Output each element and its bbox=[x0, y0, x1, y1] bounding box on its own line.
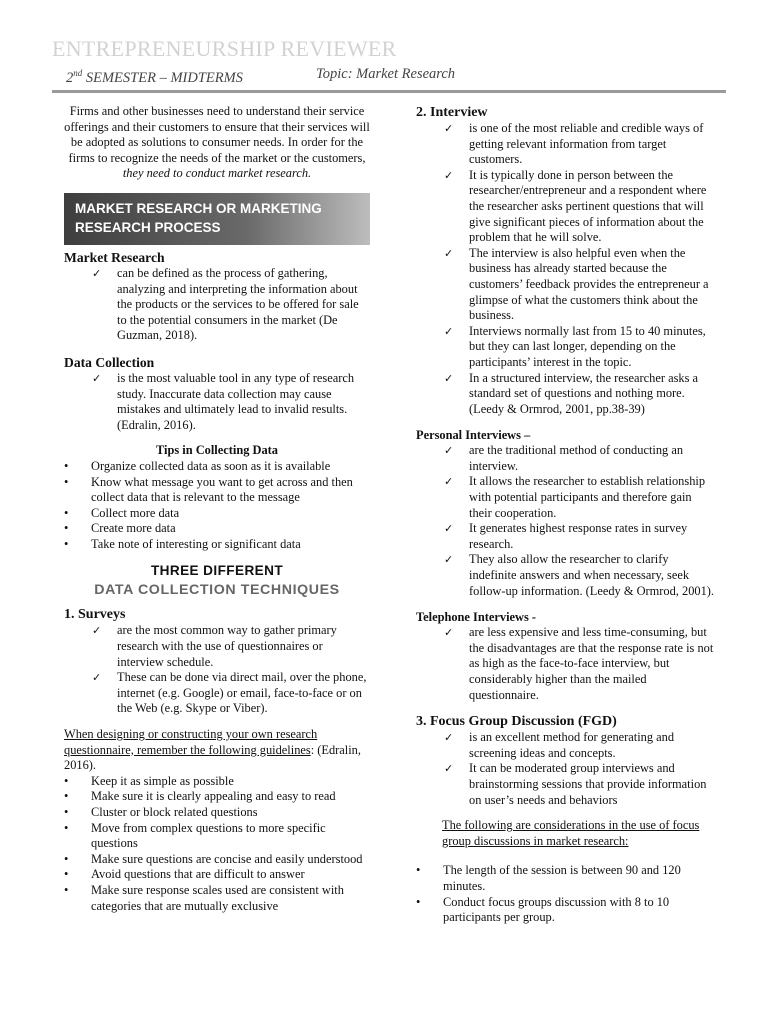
intro-text: Firms and other businesses need to understand their service offerings and their customers to ensure that their services will be adopted as solutions to consumer needs. In order for the firms to recognize the needs of the market or the customers, bbox=[64, 104, 370, 165]
bullet-icon: • bbox=[64, 521, 69, 536]
list-item: ✓ is one of the most reliable and credible ways of getting relevant information from target customers. bbox=[444, 121, 704, 167]
list-item: ✓ Interviews normally last from 15 to 40 minutes, but they can last longer, depending on the participants’ interest in the topic. bbox=[444, 323, 706, 369]
bullet-icon: • bbox=[64, 805, 69, 819]
bullet-icon: • bbox=[64, 773, 69, 788]
personal-interviews-list bbox=[416, 443, 716, 599]
left-column bbox=[64, 104, 370, 914]
bullet-icon: • bbox=[64, 820, 69, 835]
check-icon: ✓ bbox=[444, 626, 454, 640]
list-item: • Know what message you want to get across and then collect data that is relevant to the message bbox=[64, 474, 353, 505]
techniques-heading-line1: THREE DIFFERENT bbox=[150, 563, 284, 579]
semester-superscript: nd bbox=[73, 68, 83, 78]
check-icon: ✓ bbox=[92, 266, 102, 280]
market-research-heading: Market Research bbox=[64, 249, 165, 265]
list-item: • Conduct focus groups discussion with 8 to 10 participants per group. bbox=[416, 894, 670, 925]
list-item: ✓ It allows the researcher to establish relationship with potential participants and therefore gain their cooperation. bbox=[444, 474, 706, 520]
list-item: ✓ are the most common way to gather primary research with the use of questionnaires or interview schedule. bbox=[92, 623, 337, 669]
guidelines-intro bbox=[64, 727, 370, 774]
list-item: ✓ are the traditional method of conducting an interview. bbox=[444, 443, 684, 473]
list-item: • Create more data bbox=[64, 521, 176, 536]
list-item: ✓ It generates highest response rates in survey research. bbox=[444, 521, 688, 551]
list-item: • Collect more data bbox=[64, 505, 180, 520]
data-collection-list bbox=[64, 371, 370, 433]
bullet-icon: • bbox=[64, 458, 69, 473]
tips-list bbox=[64, 459, 370, 553]
check-icon: ✓ bbox=[444, 475, 454, 489]
list-item: ✓ The interview is also helpful even when the business has already started because the customers’ feedback provides the entrepreneur a glimpse of what the customers think about the business. bbox=[444, 245, 709, 323]
document-title: ENTREPRENEURSHIP REVIEWER bbox=[52, 36, 397, 61]
list-item: • Avoid questions that are difficult to answer bbox=[64, 867, 305, 882]
check-icon: ✓ bbox=[444, 553, 454, 567]
intro-italic: they need to conduct market research. bbox=[122, 166, 312, 181]
intro-paragraph bbox=[64, 104, 370, 182]
list-item: ✓ These can be done via direct mail, over the phone, internet (e.g. Google) or email, face-to-face or on the Web (e.g. Skype or Viber). bbox=[92, 670, 367, 716]
list-item: • Make sure it is clearly appealing and easy to read bbox=[64, 789, 336, 804]
check-icon: ✓ bbox=[92, 624, 102, 638]
semester-number: 2 bbox=[66, 69, 74, 86]
guidelines-citation: : (Edralin, 2016). bbox=[64, 742, 361, 773]
check-icon: ✓ bbox=[92, 671, 102, 685]
check-icon: ✓ bbox=[444, 762, 454, 776]
check-icon: ✓ bbox=[444, 168, 454, 182]
check-icon: ✓ bbox=[92, 371, 102, 385]
list-item: ✓ is an excellent method for generating and screening ideas and concepts. bbox=[444, 730, 675, 760]
telephone-interviews-list bbox=[416, 625, 716, 703]
bullet-icon: • bbox=[64, 851, 69, 866]
market-research-list bbox=[64, 266, 370, 344]
bullet-icon: • bbox=[64, 505, 69, 520]
bullet-icon: • bbox=[64, 867, 69, 882]
list-item: • Organize collected data as soon as it is available bbox=[64, 458, 331, 473]
tips-heading: Tips in Collecting Data bbox=[156, 443, 278, 458]
semester-label bbox=[66, 68, 243, 87]
check-icon: ✓ bbox=[444, 324, 454, 338]
list-item: ✓ can be defined as the process of gathering, analyzing and interpreting the information about the products or the services to be offered for sale to the potential consumers in the market (De Guzman, 2018). bbox=[92, 265, 359, 343]
bullet-icon: • bbox=[416, 894, 421, 909]
surveys-list bbox=[64, 623, 370, 717]
guidelines-list bbox=[64, 774, 370, 914]
interview-list bbox=[416, 121, 716, 417]
list-item: ✓ It is typically done in person between the researcher/entrepreneur and a respondent where the researcher asks pertinent questions that will give significant pieces of information about the problem that he will solve. bbox=[444, 167, 707, 245]
bullet-icon: • bbox=[64, 789, 69, 804]
list-item: • The length of the session is between 90 and 120 minutes. bbox=[416, 863, 681, 893]
interview-heading: 2. Interview bbox=[416, 105, 488, 120]
bullet-icon: • bbox=[64, 882, 69, 897]
telephone-interviews-heading: Telephone Interviews - bbox=[416, 610, 537, 625]
list-item: ✓ is the most valuable tool in any type of research study. Inaccurate data collection may cause mistakes and ultimately lead to invalid results. (Edralin, 2016). bbox=[92, 370, 355, 432]
right-column bbox=[416, 104, 716, 926]
check-icon: ✓ bbox=[444, 246, 454, 260]
data-collection-heading: Data Collection bbox=[64, 354, 155, 370]
header-divider bbox=[52, 90, 726, 93]
list-item: ✓ are less expensive and less time-consuming, but the disadvantages are that the response rate is not as high as the face-to-face interview, but considerably higher than the mailed questionnaire. bbox=[444, 625, 714, 702]
list-item: ✓ They also allow the researcher to clarify indefinite answers and when necessary, seek follow-up information. (Leedy & Ormrod, 2001). bbox=[444, 552, 715, 598]
list-item: • Make sure questions are concise and easily understood bbox=[64, 851, 363, 866]
check-icon: ✓ bbox=[444, 122, 454, 135]
fgd-list bbox=[416, 730, 716, 808]
bullet-icon: • bbox=[64, 474, 69, 489]
semester-text: SEMESTER – MIDTERMS bbox=[82, 69, 243, 86]
list-item: • Move from complex questions to more specific questions bbox=[64, 820, 326, 851]
check-icon: ✓ bbox=[444, 371, 454, 385]
list-item: ✓ It can be moderated group interviews and brainstorming sessions that provide information on user’s needs and behaviors bbox=[444, 761, 707, 807]
list-item: • Take note of interesting or significant data bbox=[64, 536, 301, 551]
considerations-heading: The following are considerations in the use of focus group discussions in market research: bbox=[442, 818, 700, 848]
techniques-heading-line2: DATA COLLECTION TECHNIQUES bbox=[94, 582, 340, 599]
check-icon: ✓ bbox=[444, 444, 454, 458]
surveys-heading: 1. Surveys bbox=[64, 607, 126, 623]
bullet-icon: • bbox=[64, 536, 69, 551]
considerations-list bbox=[416, 863, 716, 925]
check-icon: ✓ bbox=[444, 731, 454, 745]
topic-label: Topic: Market Research bbox=[316, 66, 456, 82]
personal-interviews-heading: Personal Interviews – bbox=[416, 428, 531, 443]
list-item: • Cluster or block related questions bbox=[64, 805, 258, 819]
list-item: • Make sure response scales used are consistent with categories that are mutually exclusive bbox=[64, 882, 344, 913]
list-item: ✓ In a structured interview, the researcher asks a standard set of questions and nothing more. (Leedy & Ormrod, 2001, pp.38-39) bbox=[444, 370, 699, 416]
bullet-icon: • bbox=[416, 863, 421, 878]
fgd-heading: 3. Focus Group Discussion (FGD) bbox=[416, 714, 617, 730]
check-icon: ✓ bbox=[444, 522, 454, 536]
list-item: • Keep it as simple as possible bbox=[64, 773, 234, 788]
section-banner: MARKET RESEARCH OR MARKETING RESEARCH PROCESS bbox=[64, 193, 370, 245]
guidelines-underlined: When designing or constructing your own research questionnaire, remember the following guidelines bbox=[64, 727, 318, 757]
